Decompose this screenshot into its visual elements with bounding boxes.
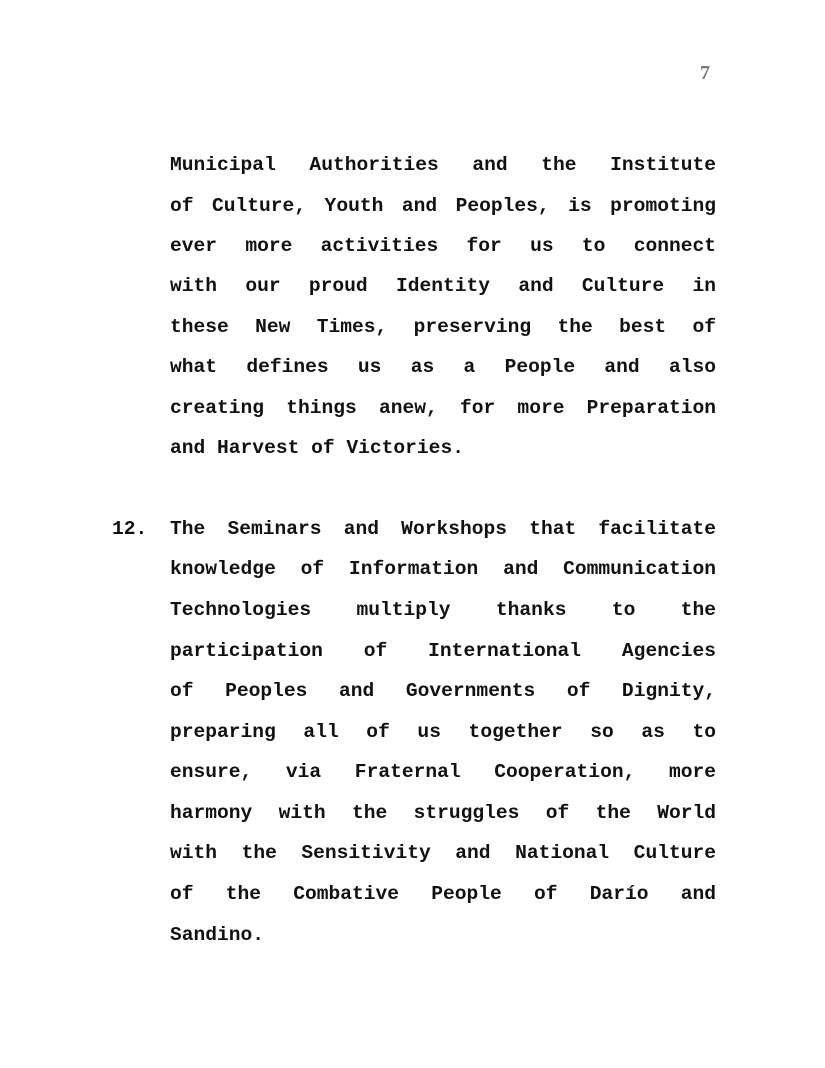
text-line: participation of International Agencies [170, 640, 716, 662]
text-line: of the Combative People of Darío and [170, 883, 716, 905]
page-number: 7 [700, 62, 710, 84]
item-number: 12. [112, 518, 148, 540]
text-line: with the Sensitivity and National Culture [170, 842, 716, 864]
text-line: these New Times, preserving the best of [170, 316, 716, 338]
text-line: what defines us as a People and also [170, 356, 716, 378]
text-line: of Culture, Youth and Peoples, is promoting [170, 195, 716, 217]
text-line: creating things anew, for more Preparation [170, 397, 716, 419]
text-line: harmony with the struggles of the World [170, 802, 716, 824]
text-line: of Peoples and Governments of Dignity, [170, 680, 716, 702]
text-line: The Seminars and Workshops that facilitate [170, 518, 716, 540]
text-line: knowledge of Information and Communication [170, 558, 716, 580]
text-line: with our proud Identity and Culture in [170, 275, 716, 297]
text-line: Municipal Authorities and the Institute [170, 154, 716, 176]
text-line: ever more activities for us to connect [170, 235, 716, 257]
text-line: Sandino. [170, 924, 265, 946]
text-line: preparing all of us together so as to [170, 721, 716, 743]
text-line: Technologies multiply thanks to the [170, 599, 716, 621]
text-line: and Harvest of Victories. [170, 437, 464, 459]
text-line: ensure, via Fraternal Cooperation, more [170, 761, 716, 783]
